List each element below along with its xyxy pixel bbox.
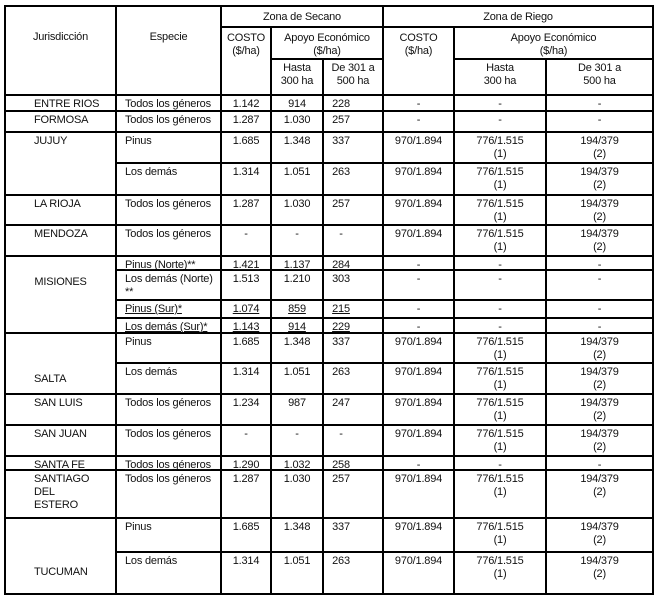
secano-hasta-cell: - [295,228,299,240]
row-border [4,94,654,96]
header-riego-hasta: Hasta [486,62,514,74]
secano-costo-cell: 1.513 [232,273,260,285]
riego-costo-cell: 970/1.894 [394,428,443,440]
secano-costo-cell: 1.142 [232,98,260,110]
secano-de301-cell: 337 [332,135,350,147]
riego-de301-cell: 194/379 [580,228,619,240]
row-border [4,194,654,196]
especie-cell: Pinus [125,521,152,533]
riego-de301-note: (2) [593,534,606,546]
riego-de301-cell: 194/379 [580,555,619,567]
especie-cell: Todos los géneros [125,428,211,440]
riego-de301-cell: - [597,273,602,285]
riego-de301-cell: - [597,98,602,110]
secano-hasta-cell: 1.032 [283,459,311,471]
riego-costo-cell: - [416,259,421,271]
secano-costo-cell: 1.143 [232,321,260,333]
riego-de301-cell: 194/379 [580,336,619,348]
secano-de301-cell: - [339,228,343,240]
secano-costo-cell: 1.287 [232,114,260,126]
jurisdiccion-cell: TUCUMAN [34,566,88,578]
riego-de301-note: (2) [593,486,606,498]
secano-de301-cell: 337 [332,336,350,348]
jurisdiccion-cell: JUJUY [34,135,68,147]
riego-hasta-note: (1) [493,534,507,546]
especie-cell: Todos los géneros [125,98,211,110]
header-riego-de301: De 301 a [577,62,622,74]
riego-de301-cell: 194/379 [580,166,619,178]
riego-costo-cell: 970/1.894 [394,473,443,485]
especie-cell: Los demás (Norte) [125,273,213,285]
header-riego-hasta-2: 300 ha [483,75,517,87]
riego-de301-cell: 194/379 [580,473,619,485]
secano-hasta-cell: 1.348 [283,135,311,147]
row-border [4,455,654,457]
riego-costo-cell: 970/1.894 [394,228,443,240]
secano-de301-cell: 215 [332,303,350,315]
jurisdiccion-cell: FORMOSA [34,114,89,126]
header-secano-apoyo-unit: ($/ha) [313,45,341,57]
secano-de301-cell: 229 [332,321,350,333]
riego-hasta-note: (1) [493,568,507,580]
jurisdiccion-cell: SAN JUAN [34,428,87,440]
header-secano-de301: De 301 a [331,62,375,74]
header-secano-hasta: Hasta [283,62,311,74]
riego-costo-cell: 970/1.894 [394,555,443,567]
riego-de301-cell: - [597,259,602,271]
secano-hasta-cell: 987 [288,397,306,409]
secano-de301-cell: 263 [332,366,350,378]
secano-de301-cell: 247 [332,397,350,409]
header-zone-divider [220,26,654,28]
secano-de301-cell: 257 [332,198,350,210]
header-secano-costo-unit: ($/ha) [232,45,260,57]
secano-hasta-cell: 1.348 [283,336,311,348]
especie-cell-line2: ** [125,286,134,298]
secano-hasta-cell: - [295,428,299,440]
riego-de301-note: (2) [593,379,606,391]
riego-hasta-cell: 776/1.515 [476,428,524,440]
secano-hasta-cell: 1.030 [283,473,311,485]
riego-hasta-note: (1) [493,148,507,160]
especie-cell: Todos los géneros [125,114,211,126]
riego-hasta-cell: - [498,303,502,315]
header-especie: Especie [149,31,188,43]
riego-de301-note: (2) [593,568,606,580]
secano-costo-cell: 1.685 [232,336,260,348]
secano-de301-cell: 228 [332,98,350,110]
riego-hasta-cell: - [498,459,502,471]
secano-costo-cell: - [244,428,248,440]
row-border [115,317,654,319]
jurisdiccion-cell-line2: DEL [34,486,55,498]
secano-costo-cell: - [244,228,248,240]
secano-hasta-cell: 859 [288,303,306,315]
riego-hasta-cell: 776/1.515 [476,366,524,378]
secano-costo-cell: 1.074 [232,303,260,315]
table-top-border [4,5,654,7]
jurisdiccion-cell: SANTA FE [34,459,85,471]
secano-de301-cell: - [339,428,343,440]
secano-costo-cell: 1.287 [232,473,260,485]
secano-de301-cell: 284 [332,259,350,271]
riego-costo-cell: - [416,114,421,126]
riego-costo-cell: - [416,303,421,315]
riego-hasta-note: (1) [493,349,507,361]
secano-hasta-cell: 914 [288,321,306,333]
riego-hasta-cell: 776/1.515 [476,397,524,409]
secano-costo-cell: 1.314 [232,555,260,567]
riego-hasta-note: (1) [493,179,507,191]
secano-de301-cell: 263 [332,166,350,178]
secano-costo-cell: 1.685 [232,135,260,147]
especie-cell: Los demás [125,555,178,567]
riego-de301-note: (2) [593,179,606,191]
especie-cell: Todos los géneros [125,397,211,409]
riego-de301-note: (2) [593,410,606,422]
especie-cell: Los demás [125,366,178,378]
header-jurisdiccion: Jurisdicción [32,31,89,43]
especie-cell: Pinus (Sur)* [125,303,182,315]
riego-hasta-note: (1) [493,211,507,223]
row-border [4,110,654,112]
secano-hasta-cell: 1.137 [283,259,311,271]
jurisdiccion-cell: ENTRE RIOS [34,98,100,110]
secano-costo-cell: 1.290 [232,459,260,471]
secano-hasta-cell: 1.051 [283,366,311,378]
riego-costo-cell: - [416,459,421,471]
header-zona-riego: Zona de Riego [483,11,553,23]
secano-hasta-cell: 1.210 [283,273,311,285]
secano-costo-cell: 1.421 [232,259,260,271]
riego-de301-cell: 194/379 [580,521,619,533]
riego-hasta-cell: 776/1.515 [476,555,524,567]
riego-costo-cell: 970/1.894 [394,521,443,533]
row-border [115,362,654,364]
riego-de301-cell: - [597,114,602,126]
riego-hasta-cell: - [498,273,502,285]
header-riego-costo-unit: ($/ha) [404,45,433,57]
riego-hasta-cell: 776/1.515 [476,521,524,533]
secano-hasta-cell: 1.030 [283,114,311,126]
riego-hasta-note: (1) [493,486,507,498]
row-border [4,224,654,226]
riego-hasta-cell: - [498,259,502,271]
header-riego-sub-divider [453,58,654,60]
secano-hasta-cell: 914 [288,98,306,110]
riego-costo-cell: 970/1.894 [394,397,443,409]
riego-costo-cell: 970/1.894 [394,336,443,348]
header-zona-secano: Zona de Secano [263,11,341,23]
jurisdiccion-cell: SALTA [34,373,67,385]
riego-costo-cell: 970/1.894 [394,135,443,147]
secano-de301-cell: 257 [332,114,350,126]
riego-de301-cell: 194/379 [580,397,619,409]
especie-cell: Todos los géneros [125,228,211,240]
riego-hasta-cell: - [498,114,502,126]
header-secano-apoyo: Apoyo Económico [284,32,370,44]
secano-hasta-cell: 1.051 [283,166,311,178]
riego-hasta-cell: 776/1.515 [476,198,524,210]
jurisdiccion-cell: SAN LUIS [34,397,83,409]
secano-de301-cell: 263 [332,555,350,567]
row-border [115,162,654,164]
riego-hasta-cell: - [498,321,502,333]
row-border [115,299,654,301]
especie-cell: Pinus [125,135,152,147]
header-secano-costo: COSTO [227,32,265,44]
row-border [4,393,654,395]
header-riego-apoyo-unit: ($/ha) [539,45,568,57]
secano-costo-cell: 1.685 [232,521,260,533]
riego-hasta-cell: 776/1.515 [476,135,524,147]
especie-cell: Todos los géneros [125,473,211,485]
riego-hasta-note: (1) [493,379,507,391]
riego-de301-cell: 194/379 [580,366,619,378]
riego-costo-cell: 970/1.894 [394,366,443,378]
header-secano-hasta-2: 300 ha [280,75,314,87]
especie-cell: Pinus [125,336,152,348]
riego-de301-note: (2) [593,349,606,361]
secano-costo-cell: 1.314 [232,166,260,178]
row-border [4,131,654,133]
riego-hasta-cell: 776/1.515 [476,336,524,348]
secano-de301-cell: 337 [332,521,350,533]
riego-costo-cell: - [416,98,421,110]
especie-cell: Pinus (Norte)** [125,259,196,271]
riego-de301-note: (2) [593,211,606,223]
jurisdiccion-cell: MISIONES [34,276,87,288]
secano-de301-cell: 257 [332,473,350,485]
riego-de301-note: (2) [593,148,606,160]
riego-de301-cell: 194/379 [580,428,619,440]
especie-cell: Todos los géneros [125,198,211,210]
riego-de301-cell: - [597,459,602,471]
riego-costo-cell: 970/1.894 [394,166,443,178]
riego-de301-cell: - [597,321,602,333]
riego-de301-cell: 194/379 [580,135,619,147]
especie-cell: Los demás [125,166,178,178]
especie-cell: Los demás (Sur)* [125,321,208,333]
riego-hasta-cell: 776/1.515 [476,473,524,485]
secano-de301-cell: 258 [332,459,350,471]
secano-costo-cell: 1.287 [232,198,260,210]
row-border [4,255,654,257]
jurisdiccion-cell: LA RIOJA [34,198,81,210]
header-secano-sub-divider [270,58,382,60]
riego-costo-cell: - [416,321,421,333]
header-riego-apoyo: Apoyo Económico [510,32,597,44]
row-border [115,551,654,553]
row-border [4,517,654,519]
secano-costo-cell: 1.314 [232,366,260,378]
secano-hasta-cell: 1.051 [283,555,311,567]
jurisdiccion-cell: MENDOZA [34,228,88,240]
header-riego-costo: COSTO [399,32,438,44]
riego-de301-note: (2) [593,241,606,253]
riego-costo-cell: - [416,273,421,285]
riego-hasta-cell: 776/1.515 [476,228,524,240]
riego-costo-cell: 970/1.894 [394,198,443,210]
riego-hasta-note: (1) [493,241,507,253]
riego-de301-cell: 194/379 [580,198,619,210]
row-border [4,424,654,426]
secano-hasta-cell: 1.348 [283,521,311,533]
header-secano-de301-2: 500 ha [336,75,370,87]
riego-hasta-note: (1) [493,410,507,422]
especie-cell: Todos los géneros [125,459,211,471]
riego-de301-cell: - [597,303,602,315]
secano-de301-cell: 303 [332,273,350,285]
riego-hasta-cell: 776/1.515 [476,166,524,178]
jurisdiccion-cell: SANTIAGO [34,473,90,485]
header-riego-de301-2: 500 ha [583,75,616,87]
secano-hasta-cell: 1.030 [283,198,311,210]
row-border [4,593,654,595]
jurisdiccion-cell-line3: ESTERO [34,499,79,511]
riego-de301-note: (2) [593,441,606,453]
riego-hasta-note: (1) [493,441,507,453]
secano-costo-cell: 1.234 [232,397,260,409]
riego-hasta-cell: - [498,98,502,110]
